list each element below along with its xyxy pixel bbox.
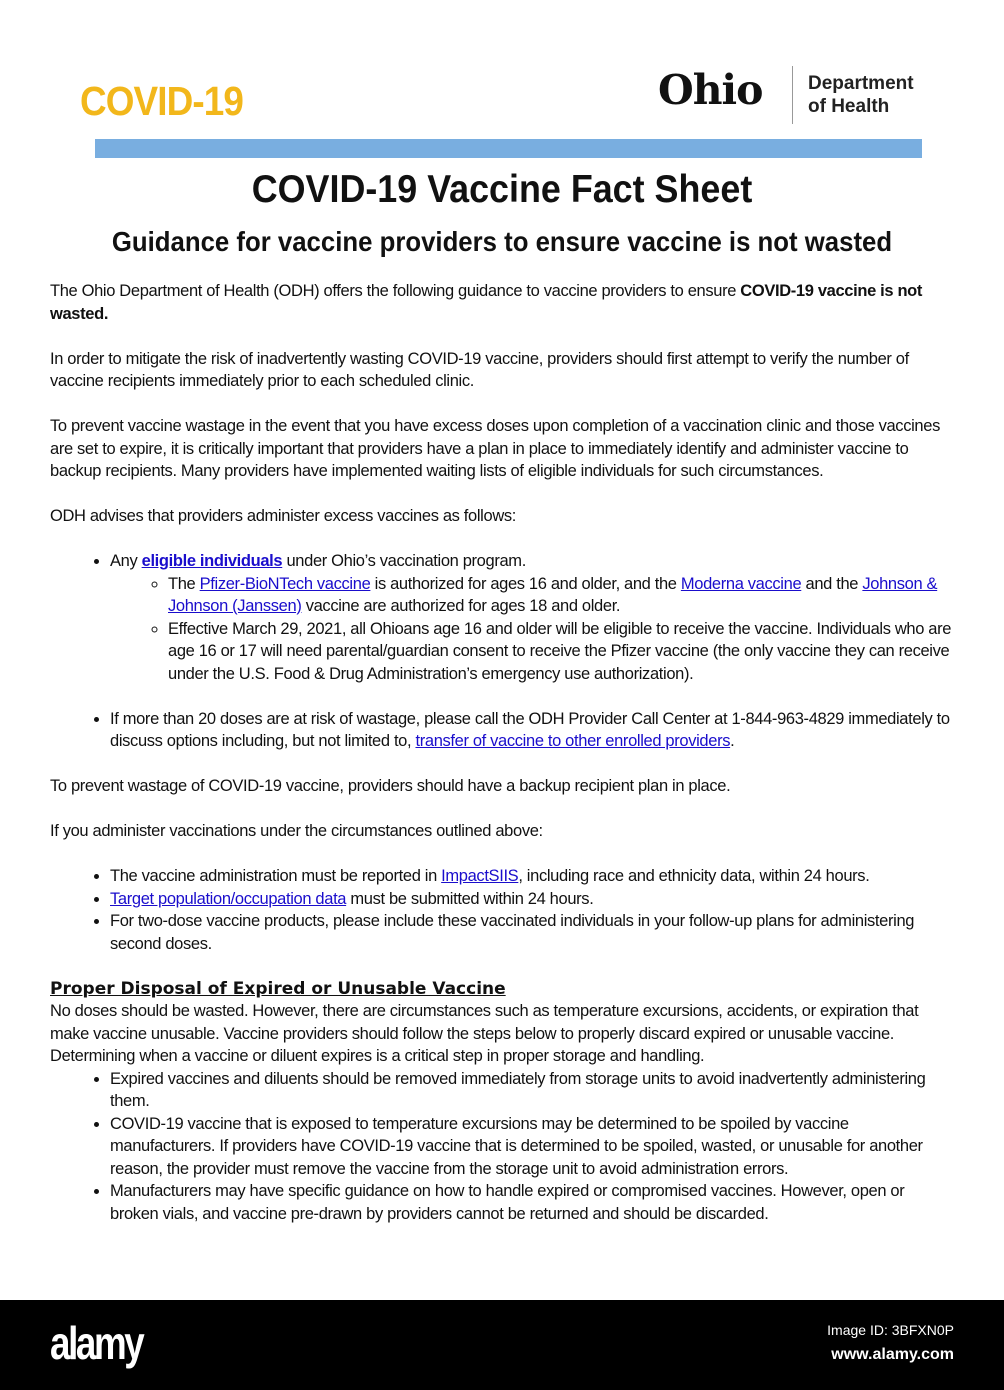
disposal-list bbox=[50, 1068, 955, 1226]
disposal-heading: Proper Disposal of Expired or Unusable Vaccine bbox=[50, 978, 506, 999]
ohio-logo: Ohio bbox=[658, 66, 763, 114]
disposal-intro: No doses should be wasted. However, there are circumstances such as temperature excursions, accidents, or expiration that make vaccine unusable. Vaccine providers should follow the steps below to properly discard expired or unusable vaccine. Determining when a vaccine or diluent expires is a critical step in proper storage and handling. bbox=[50, 1002, 919, 1065]
page-subtitle: Guidance for vaccine providers to ensure vaccine is not wasted bbox=[111, 226, 893, 257]
alamy-logo: alamy bbox=[50, 1317, 143, 1369]
document-body bbox=[50, 280, 955, 1248]
advises-paragraph: ODH advises that providers administer excess vaccines as follows: bbox=[50, 507, 517, 525]
logo-divider bbox=[792, 66, 793, 124]
reporting-list bbox=[50, 865, 955, 955]
list-item bbox=[110, 708, 955, 753]
text: The bbox=[168, 574, 200, 593]
text: under Ohio’s vaccination program. bbox=[282, 552, 526, 570]
target-population-link[interactable]: Target population/occupation data bbox=[110, 889, 347, 908]
header-band bbox=[95, 139, 922, 158]
list-item bbox=[110, 888, 955, 911]
department-of-health-label bbox=[808, 72, 914, 118]
list-item: ◦ Effective March 29, 2021, all Ohioans age 16 and older will be eligible to receive the vaccine. Individuals who are age 16 or 17 will need parental/guardian consent to receive the Pfizer vaccine (the only vaccine they can receive under the U.S. Food & Drug Administration’s emergency use authorization). bbox=[168, 618, 955, 686]
image-id: Image ID: 3BFXN0P bbox=[827, 1322, 954, 1338]
text: The Ohio Department of Health (ODH) offers the following guidance to vaccine providers to ensure bbox=[50, 282, 741, 300]
impactsiis-link[interactable]: ImpactSIIS bbox=[441, 867, 519, 885]
transfer-vaccine-link[interactable]: transfer of vaccine to other enrolled providers bbox=[415, 732, 731, 750]
moderna-vaccine-link[interactable]: Moderna vaccine bbox=[680, 574, 802, 593]
text: The vaccine administration must be reported in bbox=[110, 867, 442, 885]
text: and the bbox=[801, 574, 863, 593]
wastage-paragraph: To prevent vaccine wastage in the event that you have excess doses upon completion of a vaccination clinic and those vaccines are set to expire, it is critically important that providers have a plan in place to immediately identify and administer vaccine to backup recipients. Many providers have implemented waiting lists of eligible individuals for such circumstances. bbox=[50, 417, 940, 480]
backup-plan-paragraph: To prevent wastage of COVID-19 vaccine, providers should have a backup recipient plan in place. bbox=[50, 777, 731, 795]
dept-line-2: of Health bbox=[808, 96, 890, 117]
page-title: COVID-19 Vaccine Fact Sheet bbox=[251, 168, 753, 211]
list-item bbox=[168, 573, 955, 618]
watermark-footer bbox=[0, 1300, 1004, 1390]
circumstances-paragraph: If you administer vaccinations under the circumstances outlined above: bbox=[50, 822, 543, 840]
mitigate-paragraph: In order to mitigate the risk of inadvertently wasting COVID-19 vaccine, providers should first attempt to verify the number of vaccine recipients immediately prior to each scheduled clinic. bbox=[50, 349, 909, 390]
text: . bbox=[730, 732, 735, 750]
janssen-vaccine-link[interactable]: Johnson & Johnson (Janssen) bbox=[168, 574, 938, 615]
list-item: • Expired vaccines and diluents should be removed immediately from storage units to avoid inadvertently administering them. bbox=[110, 1068, 955, 1113]
sub-list bbox=[110, 573, 955, 686]
emphasis: COVID-19 vaccine is not wasted. bbox=[50, 282, 923, 323]
eligible-individuals-link[interactable]: eligible individuals bbox=[141, 552, 283, 570]
list-item bbox=[110, 865, 955, 888]
list-item bbox=[110, 550, 955, 708]
text: must be submitted within 24 hours. bbox=[346, 889, 594, 908]
text: vaccine are authorized for ages 18 and older. bbox=[301, 597, 621, 615]
list-item: • Manufacturers may have specific guidance on how to handle expired or compromised vaccines. However, open or broken vials, and vaccine pre-drawn by providers cannot be returned and should be discarded. bbox=[110, 1180, 955, 1225]
covid-19-label: COVID-19 bbox=[80, 78, 243, 124]
intro-paragraph bbox=[50, 280, 955, 325]
text: is authorized for ages 16 and older, and the bbox=[370, 574, 681, 593]
list-item: • COVID-19 vaccine that is exposed to temperature excursions may be determined to be spoiled by vaccine manufacturers. If providers have COVID-19 vaccine that is determined to be spoiled, wasted, or unusable for another reason, the provider must remove the vaccine from the storage unit to avoid administration errors. bbox=[110, 1113, 955, 1181]
dept-line-1: Department bbox=[808, 73, 914, 94]
advice-list bbox=[50, 550, 955, 753]
text: , including race and ethnicity data, within 24 hours. bbox=[518, 867, 870, 885]
site-url: www.alamy.com bbox=[831, 1346, 954, 1363]
text: Any bbox=[110, 552, 142, 570]
text: If more than 20 doses are at risk of wastage, please call the ODH Provider Call Center at 1-844-963-4829 immediately to discuss options including, but not limited to, bbox=[110, 709, 950, 750]
list-item: • For two-dose vaccine products, please include these vaccinated individuals in your follow-up plans for administering second doses. bbox=[110, 910, 955, 955]
pfizer-vaccine-link[interactable]: Pfizer-BioNTech vaccine bbox=[199, 574, 371, 593]
